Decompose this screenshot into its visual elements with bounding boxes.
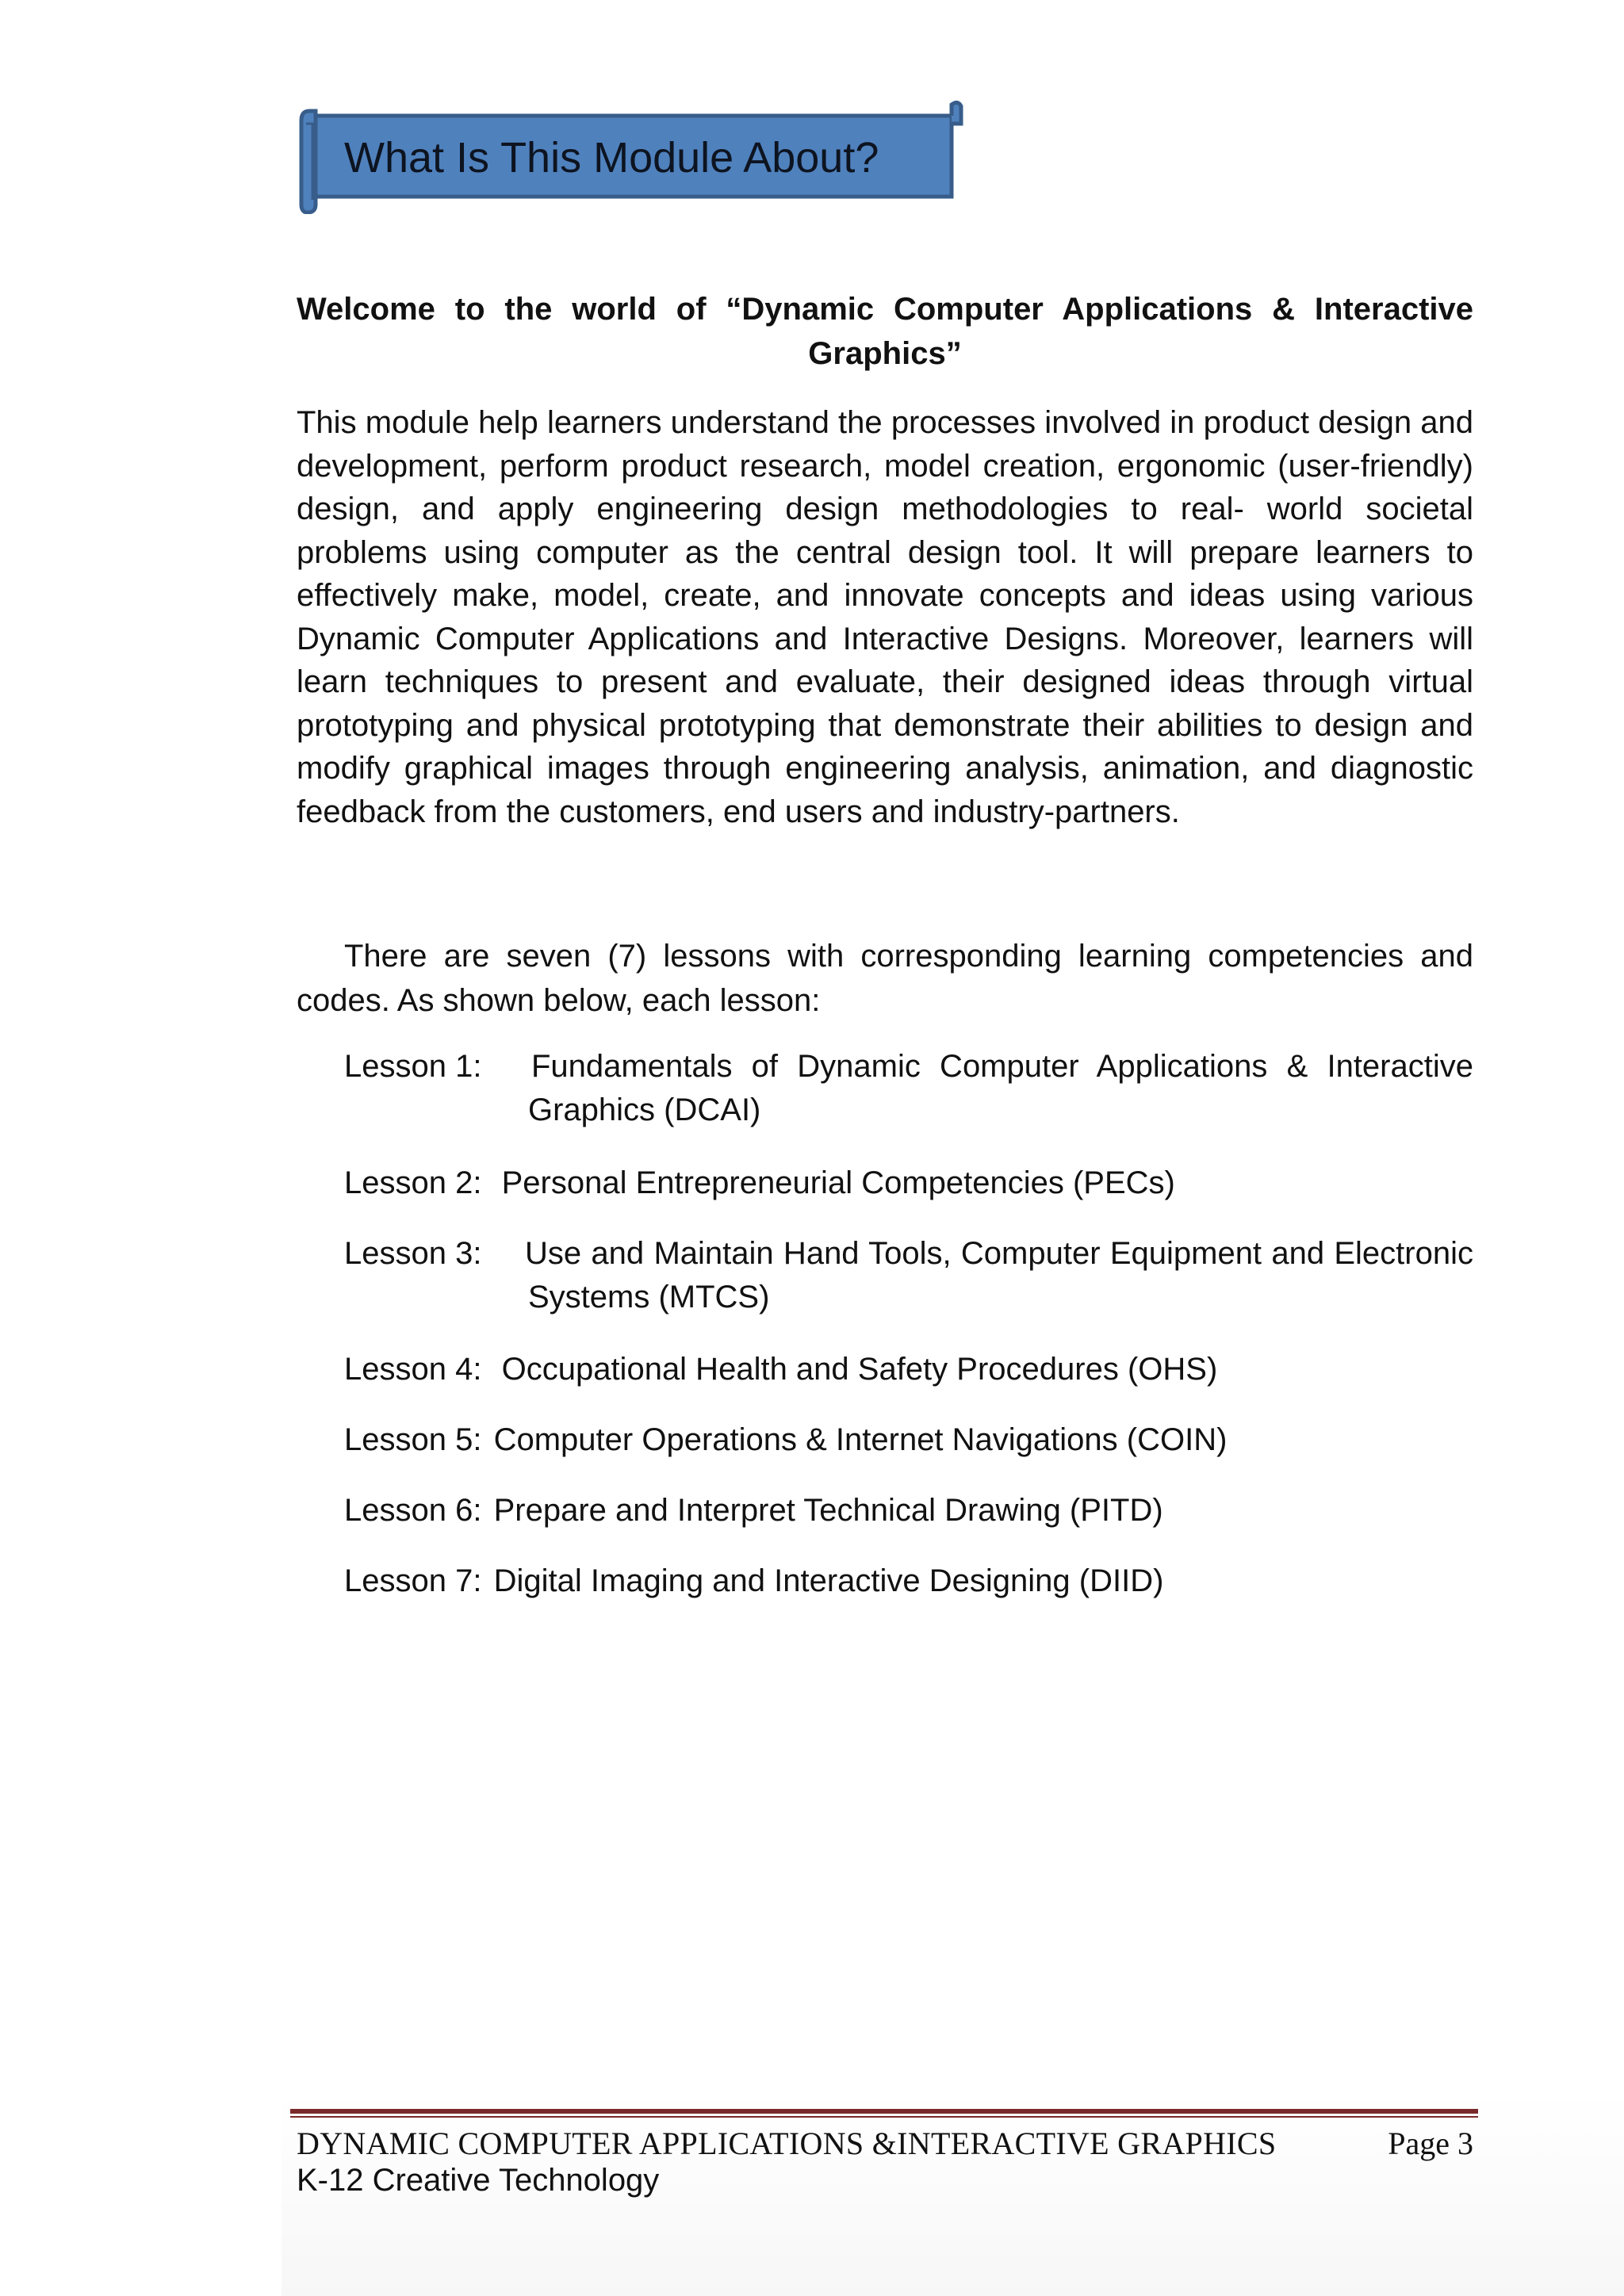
- lesson-3-label: Lesson 3:: [344, 1236, 482, 1271]
- lesson-6-label: Lesson 6:: [344, 1493, 482, 1528]
- lesson-2-title: Personal Entrepreneurial Competencies (PECs): [501, 1165, 1175, 1200]
- footer-page-number: Page 3: [1388, 2126, 1473, 2161]
- footer-rule-thick: [290, 2109, 1478, 2114]
- lesson-item-4: [344, 1348, 1473, 1391]
- lesson-item-2: [344, 1161, 1473, 1205]
- lesson-4-title: Occupational Health and Safety Procedures (OHS): [501, 1352, 1218, 1387]
- lesson-6-title: Prepare and Interpret Technical Drawing (PITD): [493, 1493, 1163, 1528]
- lesson-2-label: Lesson 2:: [344, 1165, 482, 1200]
- intro-paragraph: This module help learners understand the processes involved in product design and development, perform product research, model creation, ergonomic (user-friendly) design, and apply engineering design methodologies to real- world societal problems using computer as the central design tool. It will prepare learners to effectively make, model, create, and innovate concepts and ideas using various Dynamic Computer Applications and Interactive Designs. Moreover, learners will learn techniques to present and evaluate, their designed ideas through virtual prototyping and physical prototyping that demonstrate their abilities to design and modify graphical images through engineering analysis, animation, and diagnostic feedback from the customers, end users and industry-partners.: [297, 405, 1473, 829]
- banner-title: What Is This Module About?: [344, 134, 879, 182]
- footer-module-title: DYNAMIC COMPUTER APPLICATIONS &INTERACTIVE GRAPHICS: [297, 2126, 1277, 2161]
- section-banner: [297, 100, 967, 214]
- lesson-1-title-line2: Graphics (DCAI): [528, 1093, 761, 1127]
- lesson-1-label: Lesson 1:: [344, 1049, 482, 1084]
- lesson-1-title-line1: [531, 1045, 1473, 1089]
- footer-rule-thin: [290, 2116, 1478, 2118]
- lesson-4-label: Lesson 4:: [344, 1352, 482, 1387]
- lesson-5-title: Computer Operations & Internet Navigations (COIN): [493, 1422, 1228, 1457]
- lesson-7-label: Lesson 7:: [344, 1563, 482, 1598]
- lesson-1-first-line: [344, 1045, 1473, 1089]
- lesson-1-title-text: Fundamentals of Dynamic Computer Applications & Interactive: [531, 1049, 1473, 1084]
- lessons-intro-paragraph: There are seven (7) lessons with corresponding learning competencies and codes. As shown below, each lesson:: [297, 939, 1473, 1018]
- lesson-3-first-line: [344, 1232, 1473, 1276]
- lesson-item-1: [344, 1045, 1473, 1132]
- lesson-item-3: [344, 1232, 1473, 1319]
- lesson-5-label: Lesson 5:: [344, 1422, 482, 1457]
- lesson-7-title: Digital Imaging and Interactive Designing (DIID): [493, 1563, 1164, 1598]
- lesson-3-title-line1: Use and Maintain Hand Tools, Computer Equipment and Electronic: [525, 1236, 1473, 1271]
- welcome-heading: Welcome to the world of “Dynamic Computer Applications & Interactive Graphics”: [297, 292, 1473, 371]
- lesson-item-5: [344, 1418, 1473, 1462]
- footer-subtitle: K-12 Creative Technology: [297, 2163, 660, 2198]
- lesson-item-6: [344, 1489, 1473, 1533]
- lesson-item-7: [344, 1559, 1473, 1603]
- lesson-3-title-line2: Systems (MTCS): [528, 1280, 770, 1314]
